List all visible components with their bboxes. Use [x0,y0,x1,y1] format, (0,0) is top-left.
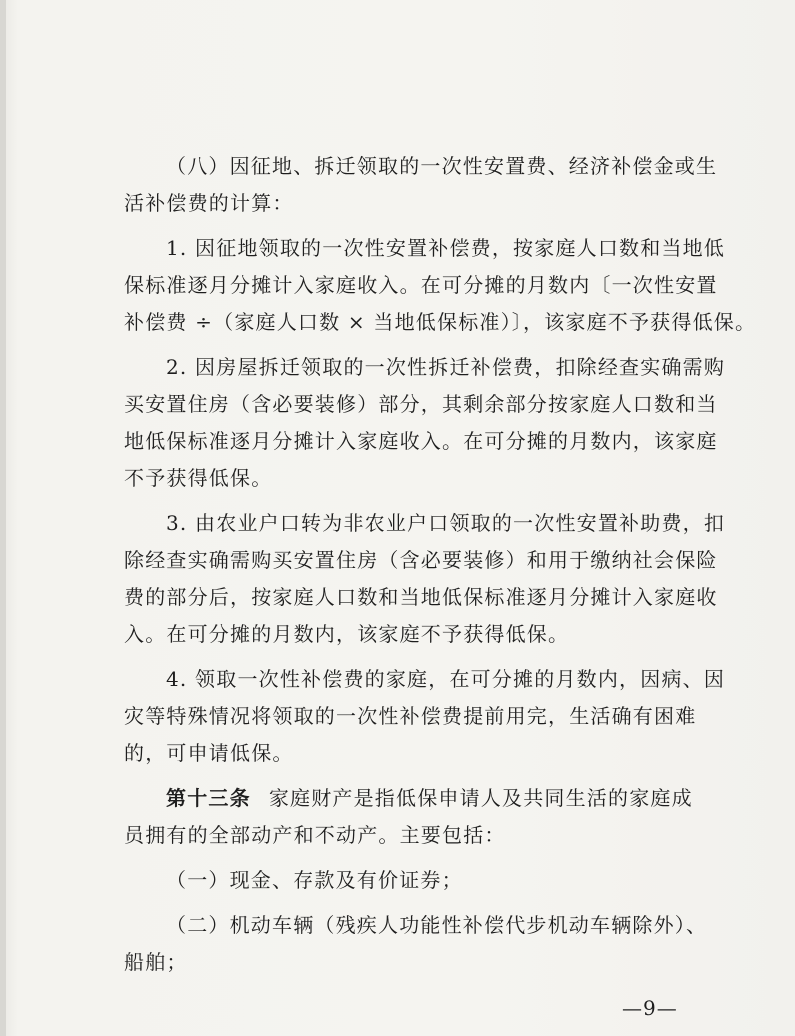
text-line: 3. 由农业户口转为非农业户口领取的一次性安置补助费，扣 [166,511,726,535]
page-number: —9— [622,996,678,1020]
paragraph-8 [124,148,718,222]
text-line [124,780,694,817]
text-line: 地低保标准逐月分摊计入家庭收入。在可分摊的月数内，该家庭 [124,429,718,453]
text-line: 活补偿费的计算： [124,191,294,215]
article-heading: 第十三条 [166,786,251,810]
text-line: 不予获得低保。 [124,466,273,490]
text-line: 保标准逐月分摊计入家庭收入。在可分摊的月数内〔一次性安置 [124,273,718,297]
text-line: （八）因征地、拆迁领取的一次性安置费、经济补偿金或生 [166,154,718,178]
text-line: 入。在可分摊的月数内，该家庭不予获得低保。 [124,622,570,646]
text-line: 除经查实确需购买安置住房（含必要装修）和用于缴纳社会保险 [124,548,718,572]
paragraph-item-4 [124,661,726,772]
paragraph-item-2 [124,349,726,497]
paragraph-item-1 [124,230,757,341]
scan-edge [0,0,6,1036]
text-line: 2. 因房屋拆迁领取的一次性拆迁补偿费，扣除经查实确需购 [166,355,726,379]
article-text: 家庭财产是指低保申请人及共同生活的家庭成 [268,786,693,810]
paragraph-item-3 [124,505,726,653]
text-line: 费的部分后，按家庭人口数和当地低保标准逐月分摊计入家庭收 [124,585,718,609]
text-line: 1. 因征地领取的一次性安置补偿费，按家庭人口数和当地低 [166,236,726,260]
list-item: （二）机动车辆（残疾人功能性补偿代步机动车辆除外）、 [166,913,708,937]
text-line: 4. 领取一次性补偿费的家庭，在可分摊的月数内，因病、因 [166,667,726,691]
article-13 [124,780,694,854]
list-item-continuation: 船舶； [124,950,188,974]
text-line: 补偿费 ÷（家庭人口数 × 当地低保标准）〕，该家庭不予获得低保。 [124,310,757,334]
text-line: 买安置住房（含必要装修）部分，其剩余部分按家庭人口数和当 [124,392,718,416]
text-line: 的，可申请低保。 [124,741,294,765]
text-line: 灾等特殊情况将领取的一次性补偿费提前用完，生活确有困难 [124,704,697,728]
list-item: （一）现金、存款及有价证券； [166,868,463,892]
text-line: 员拥有的全部动产和不动产。主要包括： [124,823,506,847]
property-list [124,862,708,981]
document-body [124,148,757,981]
